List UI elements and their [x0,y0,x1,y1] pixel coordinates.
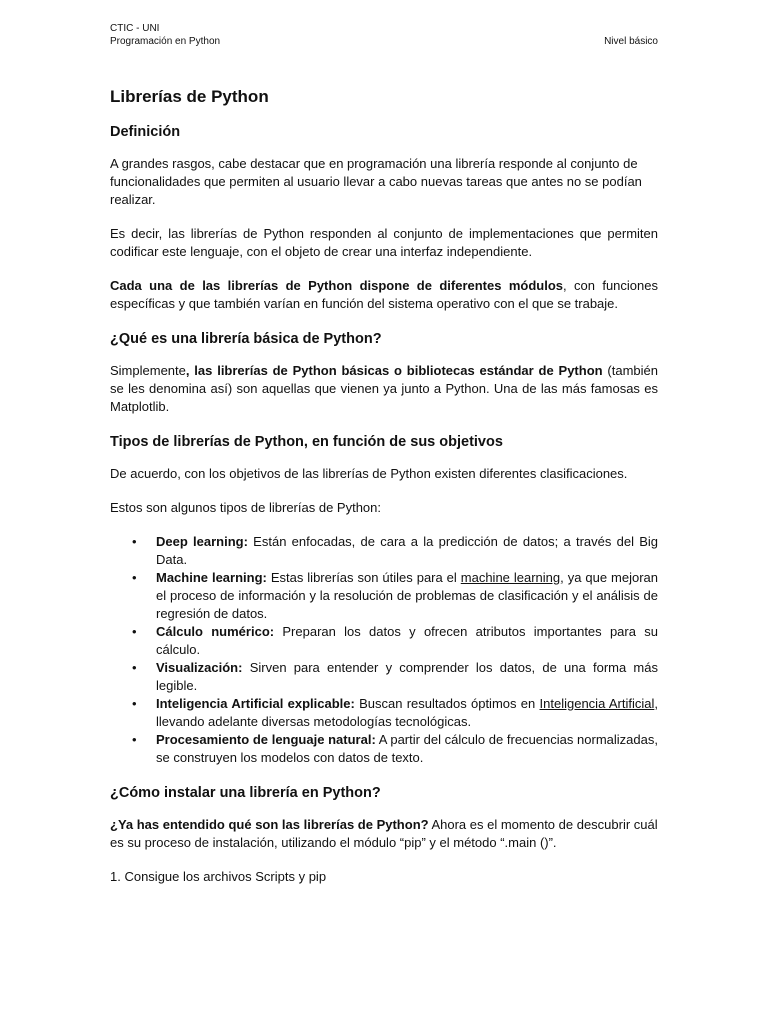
header-course: Programación en Python [110,36,221,47]
list-item-text: , ya que mejoran el proceso de información y la resolución de problemas de clasificación y el análisis de regresión de datos. [156,570,658,621]
paragraph [110,816,658,852]
text: Simplemente [110,363,186,378]
list-item-term: Visualización: [156,660,243,675]
list-item [132,731,658,767]
bullet-icon: • [132,570,137,585]
list-item-term: Machine learning: [156,570,267,585]
list-item-text: Buscan resultados óptimos en [354,696,540,711]
list-item-text: Sirven para entender y comprender los datos, de una forma más legible. [156,660,658,693]
section-heading-instalar: ¿Cómo instalar una librería en Python? [110,785,381,801]
paragraph [110,362,658,416]
bullet-icon: • [132,696,137,711]
paragraph: De acuerdo, con los objetivos de las librerías de Python existen diferentes clasificaciones. [110,466,628,481]
inteligencia-artificial-link[interactable]: Inteligencia Artificial [539,696,655,711]
text: (también se les denomina así) son aquellas que vienen ya junto a Python. Una de las más famosas es Matplotlib. [110,363,658,414]
bullet-icon: • [132,660,137,675]
bold-text: , las librerías de Python básicas o bibliotecas estándar de Python [185,363,603,378]
list-item-text: Preparan los datos y ofrecen atributos importantes para su cálculo. [156,624,658,657]
list-item-term: Cálculo numérico: [156,624,275,639]
list-item [132,695,658,731]
list-item [132,569,658,623]
bullet-icon: • [132,624,137,639]
paragraph: Es decir, las librerías de Python responden al conjunto de implementaciones que permiten codificar este lenguaje, con el objeto de crear una interfaz independiente. [110,226,658,259]
bullet-icon: • [132,534,137,549]
list-item-term: Procesamiento de lenguaje natural: [156,732,376,747]
list-item [132,533,659,569]
header-org: CTIC - UNI [110,23,160,34]
machine-learning-link[interactable]: machine learning [460,570,561,585]
bullet-icon: • [132,732,137,747]
paragraph [110,277,658,313]
text: , con funciones específicas y que también varían en función del sistema operativo con el que se trabaje. [110,278,658,311]
library-types-list [110,533,658,767]
list-item-text: Estas librerías son útiles para el [266,570,461,585]
section-heading-definicion: Definición [110,124,181,140]
document-body [110,86,658,902]
header-level: Nivel básico [604,36,658,47]
page-header [110,22,658,48]
paragraph: 1. Consigue los archivos Scripts y pip [110,869,327,884]
document-title: Librerías de Python [110,87,269,106]
paragraph: A grandes rasgos, cabe destacar que en programación una librería responde al conjunto de funcionalidades que permiten al usuario llevar a cabo nuevas tareas que antes no se podían realizar. [110,156,642,207]
list-item-text: A partir del cálculo de frecuencias normalizadas, se construyen los modelos con datos de texto. [156,732,658,765]
list-item-term: Inteligencia Artificial explicable: [156,696,355,711]
section-heading-libreria-basica: ¿Qué es una librería básica de Python? [110,331,382,347]
bold-text: Cada una de las librerías de Python dispone de diferentes módulos [110,278,564,293]
text: Ahora es el momento de descubrir cuál es su proceso de instalación, utilizando el módulo “pip” y el método “.main ()”. [110,817,658,850]
list-item-term: Deep learning: [156,534,248,549]
list-item [132,623,658,659]
bold-text: ¿Ya has entendido qué son las librerías de Python? [110,817,429,832]
section-heading-tipos: Tipos de librerías de Python, en función de sus objetivos [110,434,503,450]
list-item-text: Están enfocadas, de cara a la predicción de datos; a través del Big Data. [156,534,659,567]
list-item-text: , llevando adelante diversas metodologías tecnológicas. [156,696,658,729]
paragraph: Estos son algunos tipos de librerías de Python: [110,500,381,515]
list-item [132,659,658,695]
